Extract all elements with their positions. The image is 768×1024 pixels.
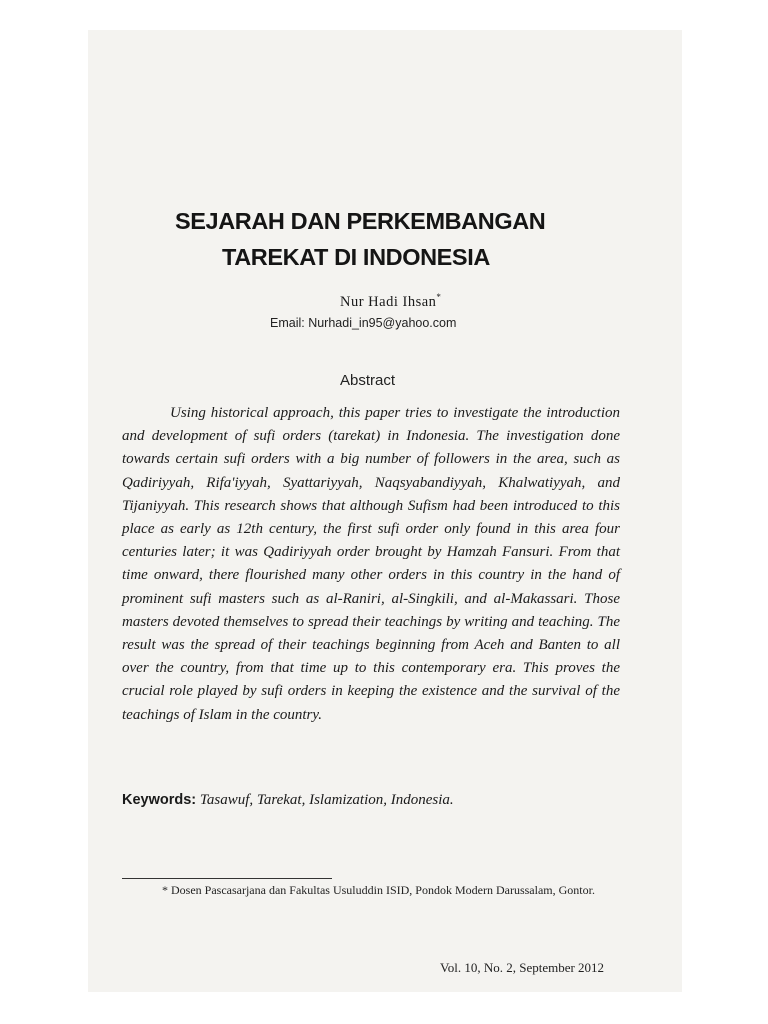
paper-title-line-1: SEJARAH DAN PERKEMBANGAN xyxy=(175,208,546,234)
author-name xyxy=(340,292,441,311)
author-footnote-mark: * xyxy=(436,292,442,302)
paper-title-line-2: TAREKAT DI INDONESIA xyxy=(222,244,490,270)
keywords-line xyxy=(122,792,622,809)
footnote-text: * Dosen Pascasarjana dan Fakultas Usuluddin ISID, Pondok Modern Darussalam, Gontor. xyxy=(162,883,595,897)
author-name-text: Nur Hadi Ihsan xyxy=(340,293,437,310)
footnote-divider xyxy=(122,878,332,879)
keywords-value: Tasawuf, Tarekat, Islamization, Indonesia. xyxy=(199,792,454,808)
abstract-heading: Abstract xyxy=(340,372,396,389)
keywords-label: Keywords: xyxy=(122,792,197,808)
author-email: Email: Nurhadi_in95@yahoo.com xyxy=(270,316,457,330)
abstract-text: Using historical approach, this paper tries to investigate the introduction and development of sufi orders (tarekat) in Indonesia. The investigation done towards certain sufi orders with a big number of followers in the area, such as Qadiriyyah, Rifa'iyyah, Syattariyyah, Naqsyabandiyyah, Khalwatiyyah, and Tijaniyyah. This research shows that although Sufism had been introduced to this place as early as 12th century, the first sufi order only found in this area four centuries later; it was Qadiriyyah order brought by Hamzah Fansuri. From that time onward, there flourished many other orders in this country in the hand of prominent sufi masters such as al-Raniri, al-Singkili, and al-Makassari. Those masters devoted themselves to spread their teachings by writing and teaching. The result was the spread of their teachings beginning from Aceh and Banten to all over the country, from that time up to this contemporary era. This proves the crucial role played by sufi orders in keeping the existence and the survival of the teachings of Islam in the country. xyxy=(122,405,620,723)
journal-footer: Vol. 10, No. 2, September 2012 xyxy=(440,960,605,975)
